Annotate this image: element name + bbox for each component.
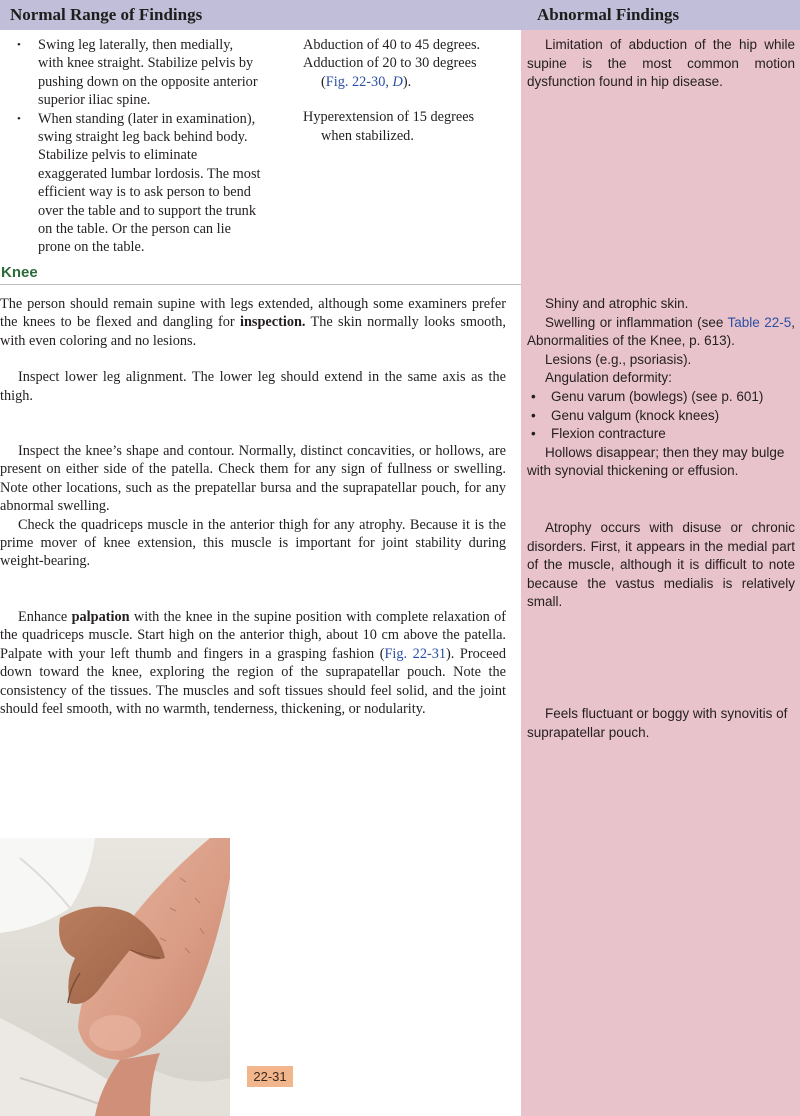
shiny-skin-finding: Shiny and atrophic skin. <box>545 296 689 311</box>
hyperextension-range: Hyperextension of 15 degrees <box>303 109 475 126</box>
knee-abnormal-column <box>527 295 795 742</box>
hip-bullet: • Swing leg laterally, then medially, with knee straight. Stabilize pelvis by pushing down on the opposite anterior superior iliac spine. <box>0 36 262 110</box>
knee-alignment-paragraph: Inspect lower leg alignment. The lower leg should extend in the same axis as the thigh. <box>0 369 506 404</box>
lesions-finding: Lesions (e.g., psoriasis). <box>545 351 692 367</box>
knee-contour-paragraph: Inspect the knee’s shape and contour. Normally, distinct concavities, or hollows, are present on either side of the patella. Check them for any sign of fullness or swelling. Note other locations, such as the prepatellar bursa and the suprapatellar pouch, for any abnormal swelling. <box>0 443 506 515</box>
normal-range-header: Normal Range of Findings <box>10 5 203 24</box>
fig-22-30-d-link[interactable]: D <box>392 73 403 90</box>
knee-normal-column <box>0 295 506 718</box>
atrophy-finding: Atrophy occurs with disuse or chronic disorders. First, it appears in the medial part of the muscle, although it is difficult to note because the vastus medialis is relatively small. <box>527 519 795 610</box>
figure-reference-line: (Fig. 22-30, D). <box>321 73 412 90</box>
list-item: • Genu varum (bowlegs) (see p. 601) <box>527 388 795 407</box>
hyperextension-range-cont: when stabilized. <box>321 127 414 144</box>
angulation-finding: Angulation deformity: <box>545 370 672 386</box>
knee-heading-rule <box>0 284 521 285</box>
list-item: • Genu valgum (knock knees) <box>527 407 795 426</box>
table-22-5-link[interactable]: Table 22-5 <box>727 314 792 330</box>
hip-procedure-list <box>0 36 262 257</box>
angulation-list <box>527 388 795 444</box>
abduction-range: Abduction of 40 to 45 degrees. <box>303 37 481 53</box>
column-header-bar <box>0 0 800 30</box>
fig-22-31-link[interactable]: Fig. 22-31 <box>384 645 447 662</box>
knee-quadriceps-paragraph: Check the quadriceps muscle in the anterior thigh for any atrophy. Because it is the prime mover of knee extension, this muscle is important for joint stability during weight-bearing. <box>0 516 506 570</box>
abnormal-findings-header: Abnormal Findings <box>537 5 680 24</box>
hip-range-values <box>303 36 513 145</box>
knee-heading: Knee <box>1 264 38 281</box>
adduction-range: Adduction of 20 to 30 degrees <box>303 55 477 72</box>
figure-label-badge: 22-31 <box>247 1066 293 1087</box>
list-item: • Flexion contracture <box>527 425 795 444</box>
fig-22-30-link[interactable]: Fig. 22-30, <box>325 73 389 90</box>
fluctuant-finding: Feels fluctuant or boggy with synovitis of suprapatellar pouch. <box>527 705 788 740</box>
hip-bullet: • When standing (later in examination), swing straight leg back behind body. Stabilize pelvis to eliminate exaggerated lumbar lordosis. The most efficient way is to ask person to bend over the table and to support the trunk on the table. Or the person can lie prone on the table. <box>0 110 262 257</box>
knee-palpation-photo <box>0 838 230 1116</box>
knee-palpation-paragraph: Enhance palpation with the knee in the supine position with complete relaxation of the quadriceps muscle. Start high on the anterior thigh, about 10 cm above the patella. Palpate with your left thumb and fingers in a grasping fashion (Fig. 22-31). Proceed down toward the knee, exploring the region of the suprapatellar pouch. Note the consistency of the tissues. The muscles and soft tissues should feel solid, and the joint should feel smooth, with no warmth, tenderness, thickening, or nodularity. <box>0 608 507 717</box>
knee-inspection-paragraph: The person should remain supine with legs extended, although some examiners prefer the knees to be flexed and dangling for inspection. The skin normally looks smooth, with even coloring and no lesions. <box>0 296 507 349</box>
hollows-finding: Hollows disappear; then they may bulge with synovial thickening or effusion. <box>527 444 785 479</box>
hip-abnormal-finding: Limitation of abduction of the hip while supine is the most common motion dysfunction found in hip disease. <box>527 37 795 90</box>
swelling-finding: Swelling or inflammation (see Table 22-5, Abnormalities of the Knee, p. 613). <box>527 314 795 349</box>
